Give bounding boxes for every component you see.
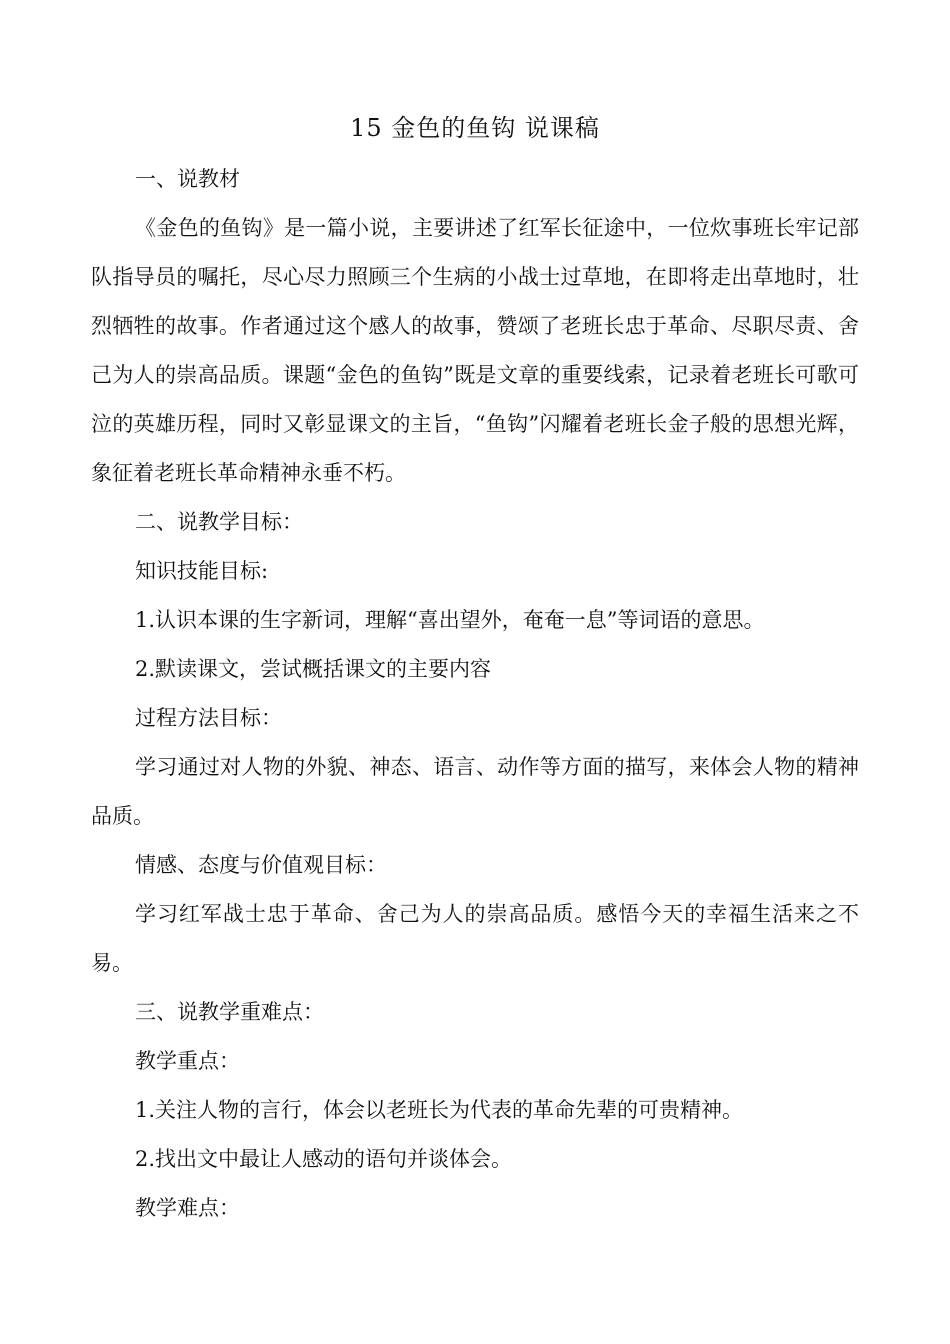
document-title: 15 金色的鱼钩 说课稿 — [350, 114, 600, 142]
section-heading-textbook: 一、说教材 — [135, 167, 240, 191]
subheading-knowledge-skills: 知识技能目标: — [135, 559, 269, 583]
list-item-knowledge-2: 2.默读课文，尝试概括课文的主要内容 — [135, 657, 492, 681]
section-heading-objectives: 二、说教学目标： — [135, 510, 303, 534]
section-heading-key-points: 三、说教学重难点： — [135, 1000, 324, 1024]
document-body — [91, 155, 859, 1233]
subheading-teaching-difficulty: 教学难点： — [135, 1196, 240, 1220]
subheading-emotion-values: 情感、态度与价值观目标： — [135, 853, 387, 877]
paragraph-process-method: 学习通过对人物的外貌、神态、语言、动作等方面的描写，来体会人物的精神品质。 — [91, 755, 859, 828]
list-item-focus-2: 2.找出文中最让人感动的语句并谈体会。 — [135, 1147, 513, 1171]
subheading-process-method: 过程方法目标： — [135, 706, 282, 730]
list-item-focus-1: 1.关注人物的言行，体会以老班长为代表的革命先辈的可贵精神。 — [135, 1098, 744, 1122]
paragraph-textbook-summary: 《金色的鱼钩》是一篇小说，主要讲述了红军长征途中，一位炊事班长牢记部队指导员的嘱托，尽心尽力照顾三个生病的小战士过草地，在即将走出草地时，壮烈牺牲的故事。作者通过这个感人的故事，赞颂了老班长忠于革命、尽职尽责、舍己为人的崇高品质。课题“金色的鱼钩”既是文章的重要线索，记录着老班长可歌可泣的英雄历程，同时又彰显课文的主旨，“鱼钩”闪耀着老班长金子般的思想光辉，象征着老班长革命精神永垂不朽。 — [91, 216, 859, 485]
paragraph-emotion-values: 学习红军战士忠于革命、舍己为人的崇高品质。感悟今天的幸福生活来之不易。 — [91, 902, 859, 975]
list-item-knowledge-1: 1.认识本课的生字新词，理解“喜出望外，奄奄一息”等词语的意思。 — [135, 608, 765, 632]
subheading-teaching-focus: 教学重点： — [135, 1049, 240, 1073]
